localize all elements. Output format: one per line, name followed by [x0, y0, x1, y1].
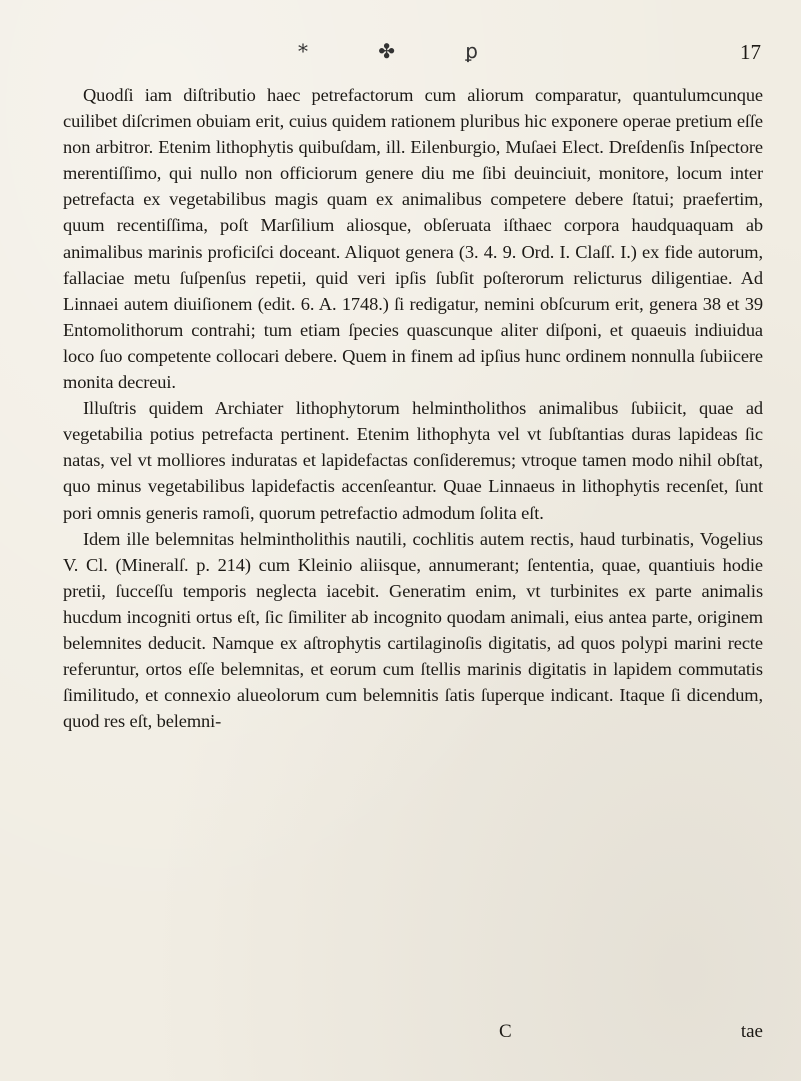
page-number: 17 — [740, 40, 761, 64]
footer-line — [63, 1021, 763, 1047]
paragraph-3: Idem ille belemnitas helmintholithis nautili, cochlitis autem rectis, haud turbinatis, Vogelius V. Cl. (Mineralſ. p. 214) cum Kleinio aliisque, annumerant; ſententia, quae, quantiuis hodie pretii, ſucceſſu temporis neglecta iacebit. Generatim enim, vt turbinites ex parte animalis hucdum incogniti ortus eſt, ſic ſimiliter ab incognito quodam animali, eius antea parte, originem belemnites deducit. Namque ex aſtrophytis cartilaginoſis digitatis, ad quos polypi marini recte referuntur, ortos eſſe belemnitas, et eorum cum ſtellis marinis digitatis in lapidem commutatis ſimilitudo, et connexio alueolorum cum belemnitis ſatis ſuperque indicant. Itaque ſi dicendum, quod res eſt, belemni- — [63, 528, 763, 732]
paragraph-1: Quodſi iam diſtributio haec petrefactorum cum aliorum comparatur, quantulumcunque cuilibet diſcrimen obuiam erit, cuius quidem rationem pluribus hic exponere operae pretium eſſe non arbitror. Etenim lithophytis quibuſdam, ill. Eilenburgio, Muſaei Elect. Dreſdenſis Inſpectore merentiſſimo, qui nullo non officiorum genere diu me ſibi deuinciuit, monitore, locum inter petrefacta ex vegetabilibus magis quam ex animalibus competere debere ſtatui; praefertim, quum recentiſſima, poſt Marſilium aliosque, obſeruata iſthaec corpora haudquaquam ab animalibus marinis proficiſci doceant. Aliquot genera (3. 4. 9. Ord. I. Claſſ. I.) ex fide autorum, fallaciae metu ſuſpenſus repetii, quid veri ipſis ſubſit poſterorum relicturus diligentiae. Ad Linnaei autem diuiſionem (edit. 6. A. 1748.) ſi redigatur, nemini obſcurum erit, genera 38 et 39 Entomolithorum contrahi; tum etiam ſpecies quascunque aliter diſponi, et quaeuis indiuidua loco ſuo competente collocari debere. Quem in finem ad ipſius hunc ordinem nonnulla ſubiicere monita decreui. — [63, 85, 763, 393]
catchword: tae — [740, 1021, 763, 1042]
body-text — [63, 82, 763, 734]
ornament-star-icon: * — [298, 39, 308, 63]
ornament-flourish-icon: ꝑ — [465, 39, 478, 63]
header-ornaments — [298, 36, 478, 66]
signature-mark: C — [499, 1021, 512, 1042]
ornament-fleuron-icon: ✤ — [378, 39, 396, 63]
paragraph-2: Illuſtris quidem Archiater lithophytorum helmintholithos animalibus ſubiicit, quae ad vegetabilia potius petrefacta pertinent. Etenim lithophyta vel vt ſubſtantias duras lapideas ſic natas, vel vt molliores induratas et lapidefactas conſideremus; vtroque tamen modo nihil obſtat, quo minus vegetabilibus lapidefactis accenſeantur. Quae Linnaeus in lithophytis recenſet, ſunt pori omnis generis ramoſi, quorum petrefactio admodum ſolita eſt. — [63, 398, 763, 523]
